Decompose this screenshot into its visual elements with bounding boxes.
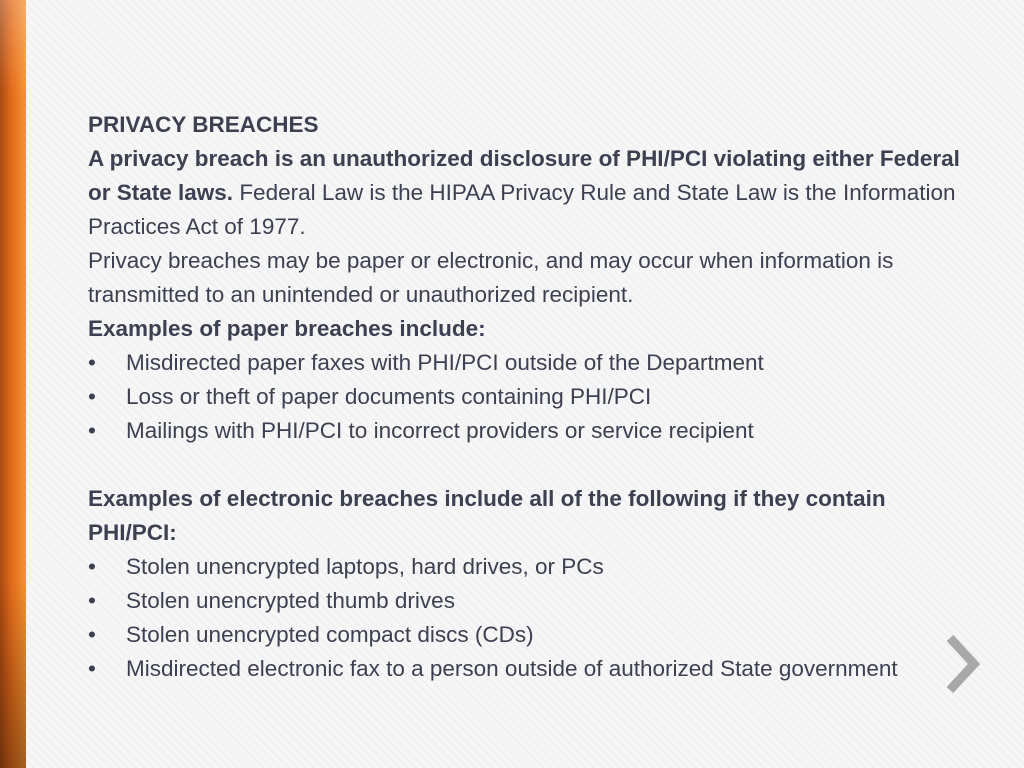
list-item	[88, 380, 978, 414]
list-item-text: Stolen unencrypted laptops, hard drives, or PCs	[126, 554, 604, 579]
spacer	[88, 448, 978, 482]
list-item-text: Stolen unencrypted compact discs (CDs)	[126, 622, 534, 647]
chevron-right-icon-svg	[940, 632, 984, 696]
list-item	[88, 652, 978, 686]
list-item	[88, 346, 978, 380]
list-item	[88, 618, 978, 652]
definition-rest-text: Federal Law is the HIPAA Privacy Rule and State Law is the Information Practices Act of 1977.	[88, 180, 956, 239]
list-item-text: Misdirected electronic fax to a person outside of authorized State government	[126, 656, 898, 681]
bullet-dot: •	[88, 622, 96, 647]
list-item-text: Loss or theft of paper documents containing PHI/PCI	[126, 384, 652, 409]
list-item	[88, 550, 978, 584]
definition-bold-text: A privacy breach is an unauthorized disclosure of PHI/PCI violating either Federal or State laws.	[88, 146, 960, 205]
list-item-text: Stolen unencrypted thumb drives	[126, 588, 455, 613]
list-item-text: Misdirected paper faxes with PHI/PCI outside of the Department	[126, 350, 764, 375]
paper-breaches-list	[88, 346, 978, 448]
electronic-breaches-heading: Examples of electronic breaches include all of the following if they contain PHI/PCI:	[88, 486, 886, 545]
slide-content	[88, 108, 978, 686]
bullet-dot: •	[88, 588, 96, 613]
bullet-dot: •	[88, 554, 96, 579]
transmission-paragraph: Privacy breaches may be paper or electronic, and may occur when information is transmitted to an unintended or unauthorized recipient.	[88, 248, 894, 307]
paper-breaches-heading: Examples of paper breaches include:	[88, 316, 486, 341]
electronic-breaches-list	[88, 550, 978, 686]
slide-heading: PRIVACY BREACHES	[88, 112, 319, 137]
bullet-dot: •	[88, 350, 96, 375]
bullet-dot: •	[88, 384, 96, 409]
bullet-dot: •	[88, 656, 96, 681]
definition-paragraph	[88, 142, 978, 244]
list-item-text: Mailings with PHI/PCI to incorrect providers or service recipient	[126, 418, 754, 443]
orange-side-bar	[0, 0, 26, 768]
chevron-right-icon[interactable]	[940, 632, 984, 696]
list-item	[88, 414, 978, 448]
bullet-dot: •	[88, 418, 96, 443]
list-item	[88, 584, 978, 618]
